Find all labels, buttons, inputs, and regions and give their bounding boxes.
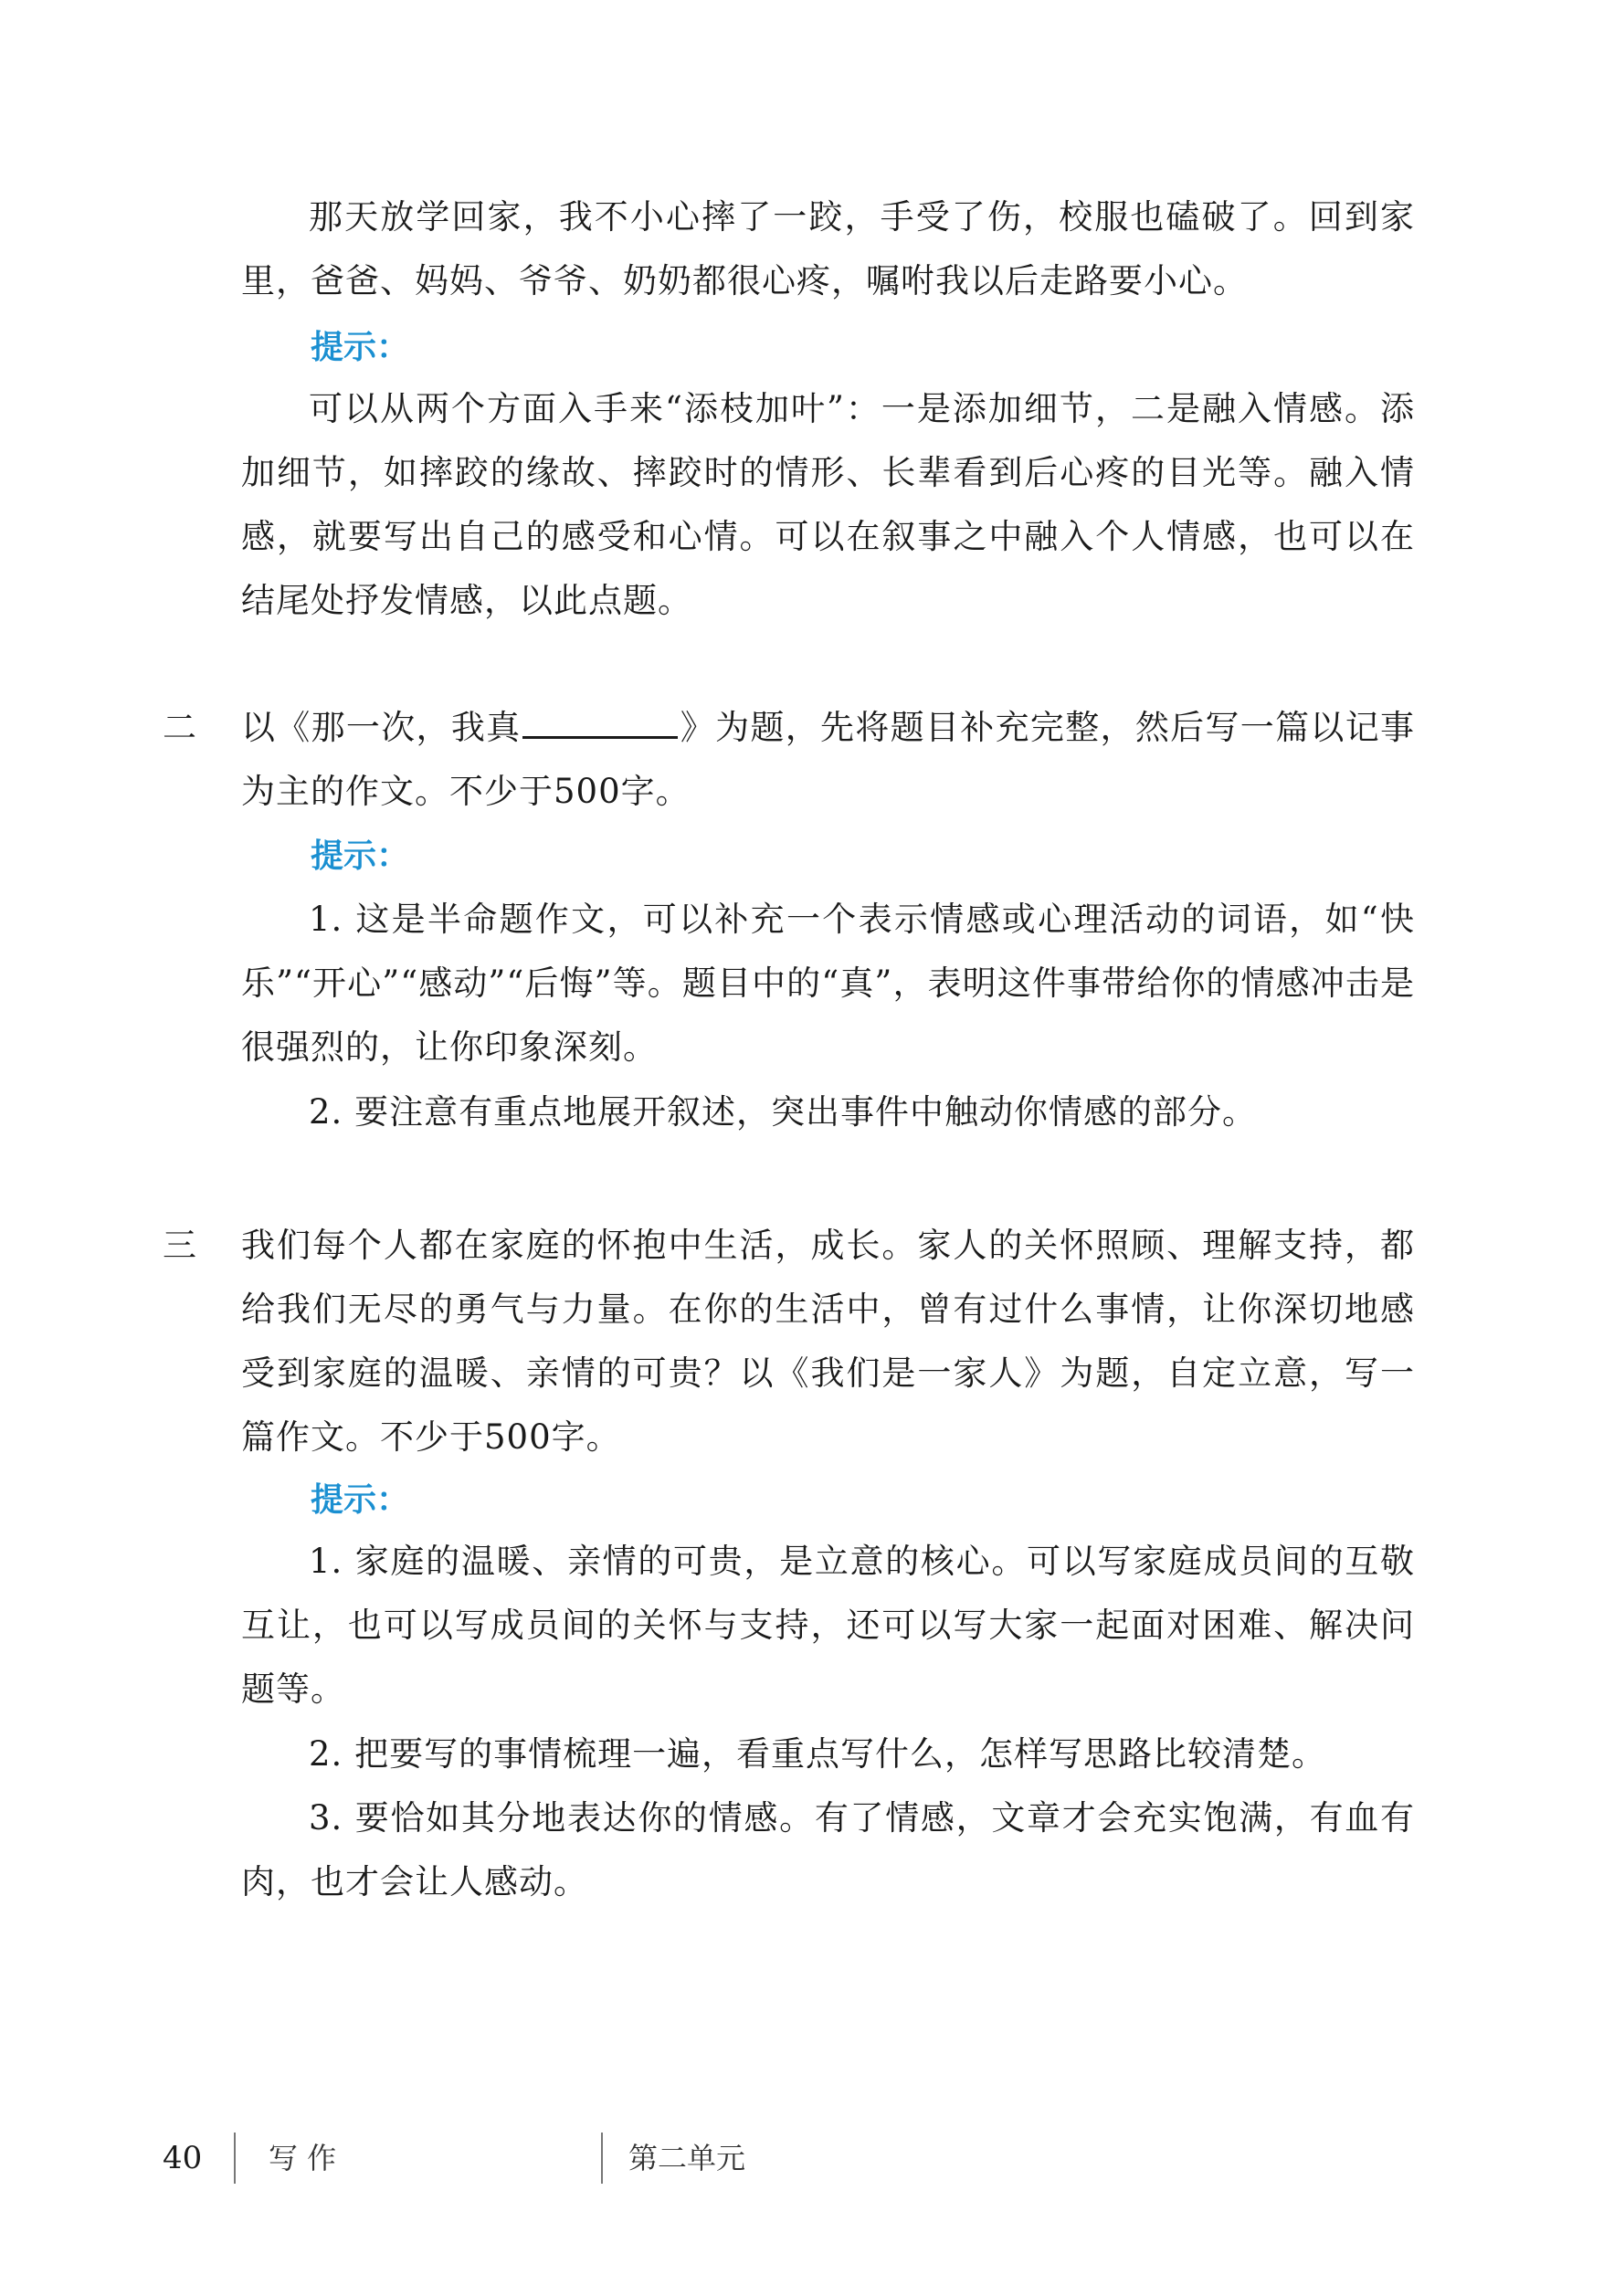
footer-divider [601, 2133, 603, 2184]
prompt-after-blank: 》为题，先将题目补充完整，然后写一篇以记事为主的作文。不少于500字。 [241, 708, 1416, 811]
prompt-before-blank: 以《那一次，我真 [241, 708, 522, 747]
footer-unit: 第二单元 [628, 2141, 746, 2175]
fill-blank [522, 707, 678, 739]
page-number: 40 [163, 2140, 203, 2176]
hint-item-3: 3. 要恰如其分地表达你的情感。有了情感，文章才会充实饱满，有血有肉，也才会让人感动。 [241, 1798, 1415, 1901]
footer-section: 写 作 [269, 2141, 337, 2175]
story-paragraph: 那天放学回家，我不小心摔了一跤，手受了伤，校服也磕破了。回到家里，爸爸、妈妈、爷爷、奶奶都很心疼，嘱咐我以后走路要小心。 [241, 197, 1415, 300]
hint-item-2: 2. 要注意有重点地展开叙述，突出事件中触动你情感的部分。 [309, 1092, 1258, 1132]
hint-item-1: 1. 这是半命题作文，可以补充一个表示情感或心理活动的词语，如“快乐”“开心”“感动”“后悔”等。题目中的“真”，表明这件事带给你的情感冲击是很强烈的，让你印象深刻。 [241, 900, 1415, 1067]
hint-item-2: 2. 把要写的事情梳理一遍，看重点写什么，怎样写思路比较清楚。 [309, 1734, 1327, 1774]
hint-item-1: 1. 家庭的温暖、亲情的可贵，是立意的核心。可以写家庭成员间的互敬互让，也可以写成员间的关怀与支持，还可以写大家一起面对困难、解决问题等。 [241, 1542, 1415, 1709]
hint-label: 提示： [311, 329, 410, 366]
hint-label: 提示： [311, 837, 410, 875]
hint-text: 可以从两个方面入手来“添枝加叶”：一是添加细节，二是融入情感。添加细节，如摔跤的缘故、摔跤时的情形、长辈看到后心疼的目光等。融入情感，就要写出自己的感受和心情。可以在叙事之中融入个人情感，也可以在结尾处抒发情感，以此点题。 [241, 389, 1415, 620]
footer-divider [234, 2133, 236, 2184]
exercise-number-2: 二 [163, 708, 196, 747]
exercise-prompt-3: 我们每个人都在家庭的怀抱中生活，成长。家人的关怀照顾、理解支持，都给我们无尽的勇气与力量。在你的生活中，曾有过什么事情，让你深切地感受到家庭的温暖、亲情的可贵？以《我们是一家人》为题，自定立意，写一篇作文。不少于500字。 [241, 1226, 1415, 1457]
hint-label: 提示： [311, 1481, 410, 1519]
exercise-number-3: 三 [163, 1226, 196, 1265]
exercise-prompt-2 [241, 696, 1415, 824]
